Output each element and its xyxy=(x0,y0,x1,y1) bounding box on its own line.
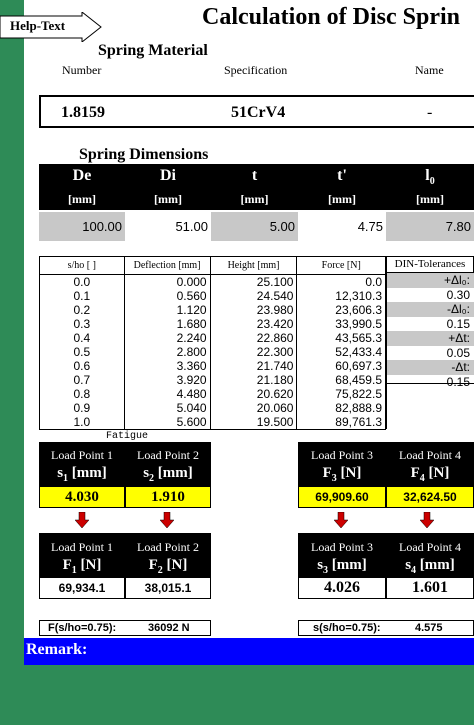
deflection-at-075-value: 4.575 xyxy=(415,622,443,634)
load-point-3-f-input[interactable]: 69,909.60 xyxy=(298,486,386,508)
table-row xyxy=(40,373,386,387)
material-number[interactable]: 1.8159 xyxy=(61,104,105,121)
table-cell: 2.800 xyxy=(124,345,210,359)
down-arrow-icon xyxy=(160,512,174,528)
load-point-1-f-value: 69,934.1 xyxy=(39,577,125,599)
table-cell: 23.420 xyxy=(210,317,297,331)
help-text-button[interactable] xyxy=(0,12,102,42)
dim-t-value[interactable]: 5.00 xyxy=(211,212,298,241)
table-cell: 0.8 xyxy=(40,387,125,401)
table-cell: 19.500 xyxy=(210,415,297,430)
load-point-2-f-header: Load Point 2 $F_2$ [N] xyxy=(125,533,211,577)
din-tolerances-list xyxy=(386,273,474,389)
load-point-3-s-value: 4.026 xyxy=(298,577,386,599)
dim-de-value[interactable]: 100.00 xyxy=(39,212,125,241)
table-cell: 25.100 xyxy=(210,275,297,290)
table-row xyxy=(40,387,386,401)
force-at-075-value: 36092 N xyxy=(148,622,190,634)
dim-de-unit: [mm] xyxy=(39,192,125,207)
dim-l0-unit: [mm] xyxy=(386,192,474,207)
dim-di-name: Di xyxy=(125,167,211,185)
tol-t-minus-value[interactable]: 0.15 xyxy=(446,374,470,389)
material-box xyxy=(39,95,474,128)
table-cell: 20.620 xyxy=(210,387,297,401)
table-cell: 0.000 xyxy=(124,275,210,290)
table-cell: 89,761.3 xyxy=(297,415,386,430)
table-cell: 23,606.3 xyxy=(297,303,386,317)
deflection-table xyxy=(39,256,386,430)
table-row xyxy=(40,275,386,290)
dim-t-name: t xyxy=(211,167,298,185)
table-cell: 0.1 xyxy=(40,289,125,303)
material-specification[interactable]: 51CrV4 xyxy=(231,104,286,121)
load-point-4-s-value: 1.601 xyxy=(386,577,474,599)
table-cell: 23.980 xyxy=(210,303,297,317)
table-row xyxy=(40,317,386,331)
table-cell: 24.540 xyxy=(210,289,297,303)
col-deflection: Deflection [mm] xyxy=(124,257,210,275)
table-row xyxy=(40,303,386,317)
table-cell: 1.0 xyxy=(40,415,125,430)
table-cell: 0.6 xyxy=(40,359,125,373)
tol-l0-minus-value[interactable]: 0.15 xyxy=(446,316,470,331)
fatigue-label: Fatigue xyxy=(106,431,149,442)
table-cell: 1.680 xyxy=(124,317,210,331)
load-point-3-s-header: Load Point 3 $s_3$ [mm] xyxy=(298,533,386,577)
table-cell: 21.740 xyxy=(210,359,297,373)
dim-tprime-name: t' xyxy=(298,167,386,185)
table-cell: 20.060 xyxy=(210,401,297,415)
table-cell: 2.240 xyxy=(124,331,210,345)
table-cell: 21.180 xyxy=(210,373,297,387)
table-cell: 5.600 xyxy=(124,415,210,430)
table-cell: 0.560 xyxy=(124,289,210,303)
dim-t-unit: [mm] xyxy=(211,192,298,207)
table-cell: 0.2 xyxy=(40,303,125,317)
table-cell: 4.480 xyxy=(124,387,210,401)
table-cell: 0.5 xyxy=(40,345,125,359)
page-title: Calculation of Disc Sprin xyxy=(202,4,461,30)
tol-l0-minus-label: -Δl₀: xyxy=(387,302,474,317)
table-cell: 3.920 xyxy=(124,373,210,387)
table-cell: 22.300 xyxy=(210,345,297,359)
material-name[interactable]: - xyxy=(427,104,433,121)
table-row xyxy=(40,415,386,430)
dim-l0-value[interactable]: 7.80 xyxy=(386,212,474,241)
spring-material-heading: Spring Material xyxy=(98,42,208,59)
dim-de-name: De xyxy=(39,167,125,185)
dim-di-unit: [mm] xyxy=(125,192,211,207)
load-point-2-s-input[interactable]: 1.910 xyxy=(125,486,211,508)
down-arrow-icon xyxy=(420,512,434,528)
col-force: Force [N] xyxy=(297,257,386,275)
tolerance-blank-area xyxy=(386,383,474,429)
table-cell: 0.3 xyxy=(40,317,125,331)
table-cell: 75,822.5 xyxy=(297,387,386,401)
tol-l0-plus-label: +Δl₀: xyxy=(387,273,474,288)
down-arrow-icon xyxy=(75,512,89,528)
table-cell: 5.040 xyxy=(124,401,210,415)
tol-t-plus-value[interactable]: 0.05 xyxy=(446,345,470,360)
table-row xyxy=(40,331,386,345)
dim-tprime-unit: [mm] xyxy=(298,192,386,207)
dim-di-value[interactable]: 51.00 xyxy=(175,219,208,234)
col-height: Height [mm] xyxy=(210,257,297,275)
table-cell: 3.360 xyxy=(124,359,210,373)
dim-l0-name: $l_0$ xyxy=(386,167,474,187)
table-row xyxy=(40,345,386,359)
table-row xyxy=(40,401,386,415)
tol-l0-plus-value[interactable]: 0.30 xyxy=(446,287,470,302)
table-cell: 1.120 xyxy=(124,303,210,317)
load-point-1-s-input[interactable]: 4.030 xyxy=(39,486,125,508)
table-cell: 0.7 xyxy=(40,373,125,387)
table-cell: 0.0 xyxy=(40,275,125,290)
load-point-1-s-header: Load Point 1 $s_1$ [mm] xyxy=(39,442,125,486)
tol-t-minus-label: -Δt: xyxy=(387,360,474,375)
remark-bar[interactable]: Remark: xyxy=(24,638,474,665)
table-cell: 12,310.3 xyxy=(297,289,386,303)
table-cell: 22.860 xyxy=(210,331,297,345)
force-at-075-label: F(s/ho=0.75): xyxy=(48,622,117,634)
table-cell: 0.9 xyxy=(40,401,125,415)
din-tolerances-header: DIN-Tolerances xyxy=(386,256,474,273)
tol-t-plus-label: +Δt: xyxy=(387,331,474,346)
table-cell: 68,459.5 xyxy=(297,373,386,387)
table-row xyxy=(40,289,386,303)
table-cell: 0.4 xyxy=(40,331,125,345)
deflection-at-075-box xyxy=(298,620,474,636)
table-cell: 0.0 xyxy=(297,275,386,290)
table-row xyxy=(40,359,386,373)
help-text-label: Help-Text xyxy=(10,18,66,33)
load-point-2-s-header: Load Point 2 $s_2$ [mm] xyxy=(125,442,211,486)
table-cell: 33,990.5 xyxy=(297,317,386,331)
dim-tprime-value[interactable]: 4.75 xyxy=(357,219,383,234)
specification-label: Specification xyxy=(224,63,288,77)
load-point-1-f-header: Load Point 1 $F_1$ [N] xyxy=(39,533,125,577)
down-arrow-icon xyxy=(334,512,348,528)
table-cell: 52,433.4 xyxy=(297,345,386,359)
table-cell: 82,888.9 xyxy=(297,401,386,415)
name-label: Name xyxy=(415,63,444,77)
load-point-4-s-header: Load Point 4 $s_4$ [mm] xyxy=(386,533,474,577)
table-cell: 43,565.3 xyxy=(297,331,386,345)
number-label: Number xyxy=(62,63,102,77)
col-sho: s/ho [ ] xyxy=(40,257,125,275)
load-point-4-f-input[interactable]: 32,624.50 xyxy=(386,486,474,508)
force-at-075-box xyxy=(39,620,211,636)
load-point-4-f-header: Load Point 4 $F_4$ [N] xyxy=(386,442,474,486)
load-point-2-f-value: 38,015.1 xyxy=(125,577,211,599)
table-cell: 60,697.3 xyxy=(297,359,386,373)
load-point-3-f-header: Load Point 3 $F_3$ [N] xyxy=(298,442,386,486)
spring-dimensions-heading: Spring Dimensions xyxy=(79,146,209,163)
deflection-at-075-label: s(s/ho=0.75): xyxy=(313,622,381,634)
